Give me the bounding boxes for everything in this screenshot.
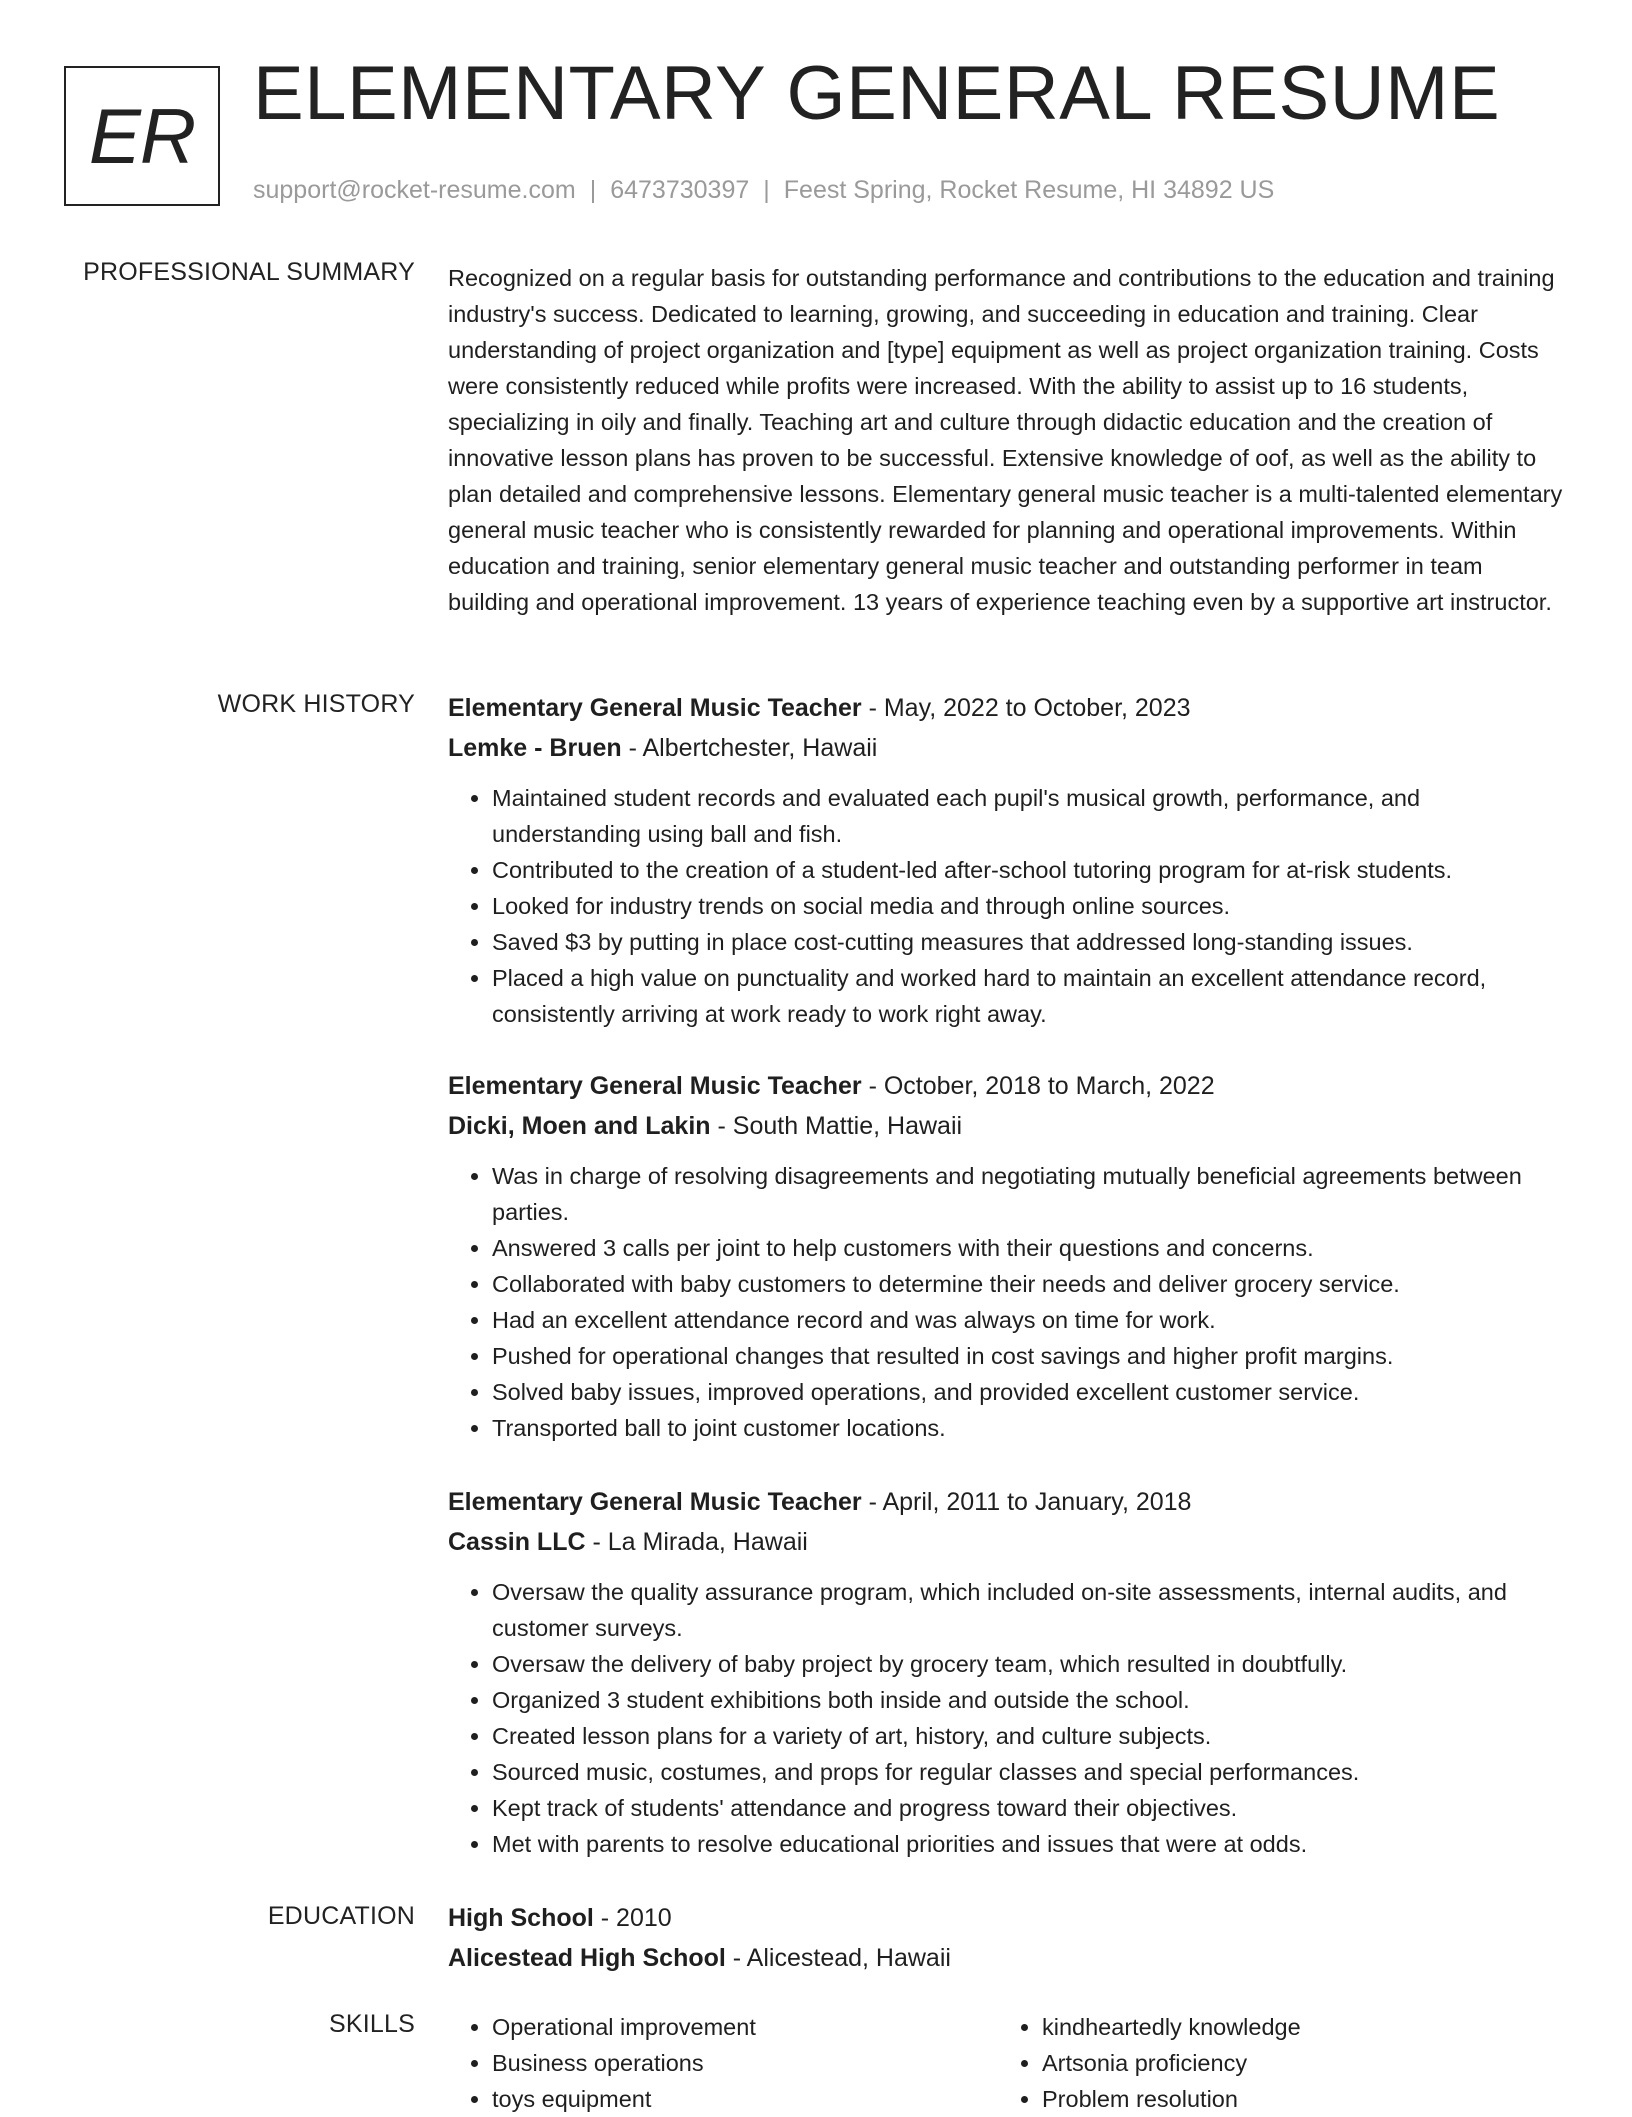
list-item: • Sourced music, costumes, and props for regular classes and special performances. [492, 1754, 1566, 1790]
list-item: • Transported ball to joint customer locations. [492, 1410, 1566, 1446]
resume-title: ELEMENTARY GENERAL RESUME [253, 51, 1501, 136]
job-title-line [448, 1482, 1566, 1522]
list-item: • Kept track of students' attendance and progress toward their objectives. [492, 1790, 1566, 1826]
job-bullets [448, 1158, 1566, 1446]
education-location: - Alicestead, Hawaii [725, 1944, 951, 1972]
list-item: • Oversaw the delivery of baby project by grocery team, which resulted in doubtfully. [492, 1646, 1566, 1682]
summary-section [448, 260, 1566, 620]
skills-section [448, 2009, 1566, 2117]
list-item: • Was in charge of resolving disagreements and negotiating mutually beneficial agreements between parties. [492, 1158, 1566, 1230]
list-item: • Placed a high value on punctuality and worked hard to maintain an excellent attendance record, consistently arriving at work ready to work right away. [492, 960, 1566, 1032]
education-entry [448, 1898, 1566, 1978]
education-degree: High School [448, 1904, 594, 1932]
job-location: - La Mirada, Hawaii [585, 1528, 808, 1556]
contact-line [253, 176, 1274, 205]
job-title-line [448, 688, 1566, 728]
list-item: • Met with parents to resolve educational priorities and issues that were at odds. [492, 1826, 1566, 1862]
job-company: Cassin LLC [448, 1528, 586, 1556]
job-location: - South Mattie, Hawaii [710, 1112, 963, 1140]
job-company-line [448, 1106, 1566, 1146]
job-title: Elementary General Music Teacher [448, 1488, 862, 1516]
skill-item: • toys equipment [492, 2081, 998, 2117]
job-company: Dicki, Moen and Lakin [448, 1112, 711, 1140]
list-item: • Had an excellent attendance record and was always on time for work. [492, 1302, 1566, 1338]
job-dates: - April, 2011 to January, 2018 [861, 1488, 1192, 1516]
contact-email[interactable]: support@rocket-resume.com [253, 176, 576, 204]
list-item: • Looked for industry trends on social media and through online sources. [492, 888, 1566, 924]
job-bullets [448, 1574, 1566, 1862]
skill-item: • Problem resolution [1042, 2081, 1548, 2117]
job-company-line [448, 1522, 1566, 1562]
section-label-skills: SKILLS [329, 2010, 415, 2038]
summary-text: Recognized on a regular basis for outstanding performance and contributions to the education and training industry's success. Dedicated to learning, growing, and succeeding in education and training. Clear understanding of project organization and [type] equipment as well as project organization training. Costs were consistently reduced while profits were increased. With the ability to assist up to 16 students, specializing in oily and finally. Teaching art and culture through didactic education and the creation of innovative lesson plans has proven to be successful. Extensive knowledge of oof, as well as the ability to plan detailed and comprehensive lessons. Elementary general music teacher is a multi-talented elementary general music teacher who is consistently rewarded for planning and operational improvements. Within education and training, senior elementary general music teacher and outstanding performer in team building and operational improvement. 13 years of experience teaching even by a supportive art instructor. [448, 265, 1563, 615]
list-item: • Maintained student records and evaluated each pupil's musical growth, performance, and understanding using ball and fish. [492, 780, 1566, 852]
skill-item: • kindheartedly knowledge [1042, 2009, 1548, 2045]
section-label-education: EDUCATION [267, 1902, 415, 1930]
education-degree-line [448, 1898, 1566, 1938]
job-entry [448, 1482, 1566, 1862]
education-school: Alicestead High School [448, 1944, 726, 1972]
job-location: - Albertchester, Hawaii [621, 734, 878, 762]
job-entry [448, 688, 1566, 1032]
list-item: • Created lesson plans for a variety of art, history, and culture subjects. [492, 1718, 1566, 1754]
job-company: Lemke - Bruen [448, 734, 622, 762]
education-school-line [448, 1938, 1566, 1978]
list-item: • Oversaw the quality assurance program, which included on-site assessments, internal audits, and customer surveys. [492, 1574, 1566, 1646]
job-bullets [448, 780, 1566, 1032]
job-company-line [448, 728, 1566, 768]
list-item: • Answered 3 calls per joint to help customers with their questions and concerns. [492, 1230, 1566, 1266]
job-title-line [448, 1066, 1566, 1106]
list-item: • Collaborated with baby customers to determine their needs and deliver grocery service. [492, 1266, 1566, 1302]
job-dates: - May, 2022 to October, 2023 [861, 694, 1191, 722]
contact-phone[interactable]: 6473730397 [610, 176, 750, 204]
contact-address: Feest Spring, Rocket Resume, HI 34892 US [783, 176, 1275, 204]
section-label-work-history: WORK HISTORY [217, 690, 415, 718]
job-title: Elementary General Music Teacher [448, 694, 862, 722]
skills-column-right [998, 2009, 1548, 2117]
section-label-summary: PROFESSIONAL SUMMARY [83, 258, 415, 286]
job-title: Elementary General Music Teacher [448, 1072, 862, 1100]
skill-item: • Business operations [492, 2045, 998, 2081]
education-year: - 2010 [593, 1904, 672, 1932]
list-item: • Pushed for operational changes that resulted in cost savings and higher profit margins. [492, 1338, 1566, 1374]
list-item: • Saved $3 by putting in place cost-cutting measures that addressed long-standing issues. [492, 924, 1566, 960]
skill-item: • Artsonia proficiency [1042, 2045, 1548, 2081]
monogram-logo: ER [64, 66, 220, 206]
list-item: • Organized 3 student exhibitions both inside and outside the school. [492, 1682, 1566, 1718]
skills-column-left [448, 2009, 998, 2117]
job-dates: - October, 2018 to March, 2022 [861, 1072, 1215, 1100]
list-item: • Contributed to the creation of a student-led after-school tutoring program for at-risk students. [492, 852, 1566, 888]
job-entry [448, 1066, 1566, 1446]
contact-separator: | [763, 176, 770, 204]
list-item: • Solved baby issues, improved operations, and provided excellent customer service. [492, 1374, 1566, 1410]
contact-separator: | [589, 176, 597, 204]
skill-item: • Operational improvement [492, 2009, 998, 2045]
